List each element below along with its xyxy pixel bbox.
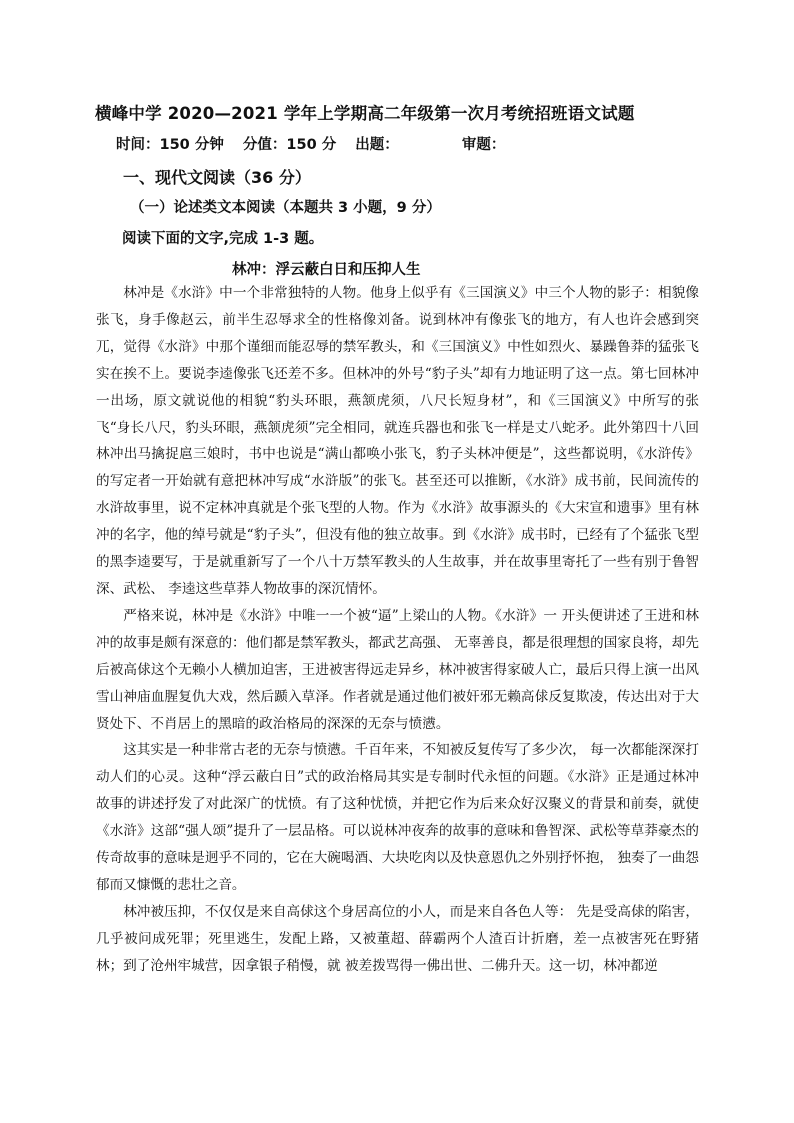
exam-title: 横峰中学 2020—2021 学年上学期高二年级第一次月考统招班语文试题 [95, 104, 635, 123]
article-title: 林冲：浮云蔽白日和压抑人生 [232, 262, 421, 278]
article-body [96, 280, 699, 980]
article-paragraph: 林冲被压抑，不仅仅是来自高俅这个身居高位的小人，而是来自各色人等： 先是受高俅的陷害，几乎被问成死罪；死里逃生，发配上路，又被董超、薛霸两个人渣百计折磨，差一点被害死在野猪林；到了沧州牢城营，因拿银子稍慢，就 被差拨骂得一佛出世、二佛升天。这一切，林冲都逆 [96, 903, 699, 974]
time-label: 时间：150 分钟 [116, 137, 224, 153]
exam-meta-line [116, 133, 519, 154]
reviewer-label: 审题： [461, 137, 506, 153]
score-label: 分值：150 分 [242, 137, 337, 153]
setter-label: 出题： [355, 137, 399, 153]
article-paragraph: 严格来说，林冲是《水浒》中唯一一个被“逼”上梁山的人物。《水浒》一 开头便讲述了王进和林冲的故事是颇有深意的：他们都是禁军教头，都武艺高强、 无辜善良，都是很理想的国家良将，却先后被高俅这个无赖小人横加迫害，王进被害得远走异乡，林冲被害得家破人亡，最后只得上演一出风雪山神庙血腥复仇大戏，然后踬入草泽。作者就是通过他们被奸邪无赖高俅反复欺凌，传达出对于大贤处下、不肖居上的黑暗的政治格局的深深的无奈与愤懑。 [96, 607, 699, 732]
section-heading: 一、现代文阅读（36 分） [123, 168, 311, 187]
article-paragraph: 林冲是《水浒》中一个非常独特的人物。他身上似乎有《三国演义》中三个人物的影子：相貌像张飞，身手像赵云，前半生忍辱求全的性格像刘备。说到林冲有像张飞的地方，有人也许会感到突兀，觉得《水浒》中那个谨细而能忍辱的禁军教头，和《三国演义》中性如烈火、暴躁鲁莽的猛张飞实在挨不上。要说李逵像张飞还差不多。但林冲的外号“豹子头”却有力地证明了这一点。第七回林冲一出场，原文就说他的相貌“豹头环眼，燕颔虎须，八尺长短身材”，和《三国演义》中所写的张飞“身长八尺，豹头环眼，燕颔虎须”完全相同，就连兵器也和张飞一样是丈八蛇矛。此外第四十八回林冲出马擒捉扈三娘时，书中也说是“满山都唤小张飞，豹子头林冲便是”，这些都说明，《水浒传》的写定者一开始就有意把林冲写成“水浒版”的张飞。甚至还可以推断，《水浒》成书前，民间流传的水浒故事里，说不定林冲真就是个张飞型的人物。作为《水浒》故事源头的《大宋宣和遗事》里有林冲的名字，他的绰号就是“豹子头”，但没有他的独立故事。到《水浒》成书时，已经有了个猛张飞型的黑李逵要写，于是就重新写了一个八十万禁军教头的人生故事，并在故事里寄托了一些有别于鲁智深、武松、 李逵这些草莽人物故事的深沉情怀。 [96, 285, 699, 597]
section-subheading: （一）论述类文本阅读（本题共 3 小题，9 分） [130, 200, 441, 216]
article-paragraph: 这其实是一种非常古老的无奈与愤懑。千百年来，不知被反复传写了多少次， 每一次都能深深打动人们的心灵。这种“浮云蔽白日”式的政治格局其实是专制时代永恒的问题。《水浒》正是通过林冲故事的讲述抒发了对此深广的忧愤。有了这种忧愤，并把它作为后来众好汉聚义的背景和前奏，就使《水浒》这部“强人颂”提升了一层品格。可以说林冲夜奔的故事的意味和鲁智深、武松等草莽豪杰的传奇故事的意味是迥乎不同的，它在大碗喝酒、大块吃肉以及快意恩仇之外别抒怀抱， 独奏了一曲怨郁而又慷慨的悲壮之音。 [96, 742, 699, 893]
reading-instruction: 阅读下面的文字,完成 1-3 题。 [122, 231, 324, 247]
